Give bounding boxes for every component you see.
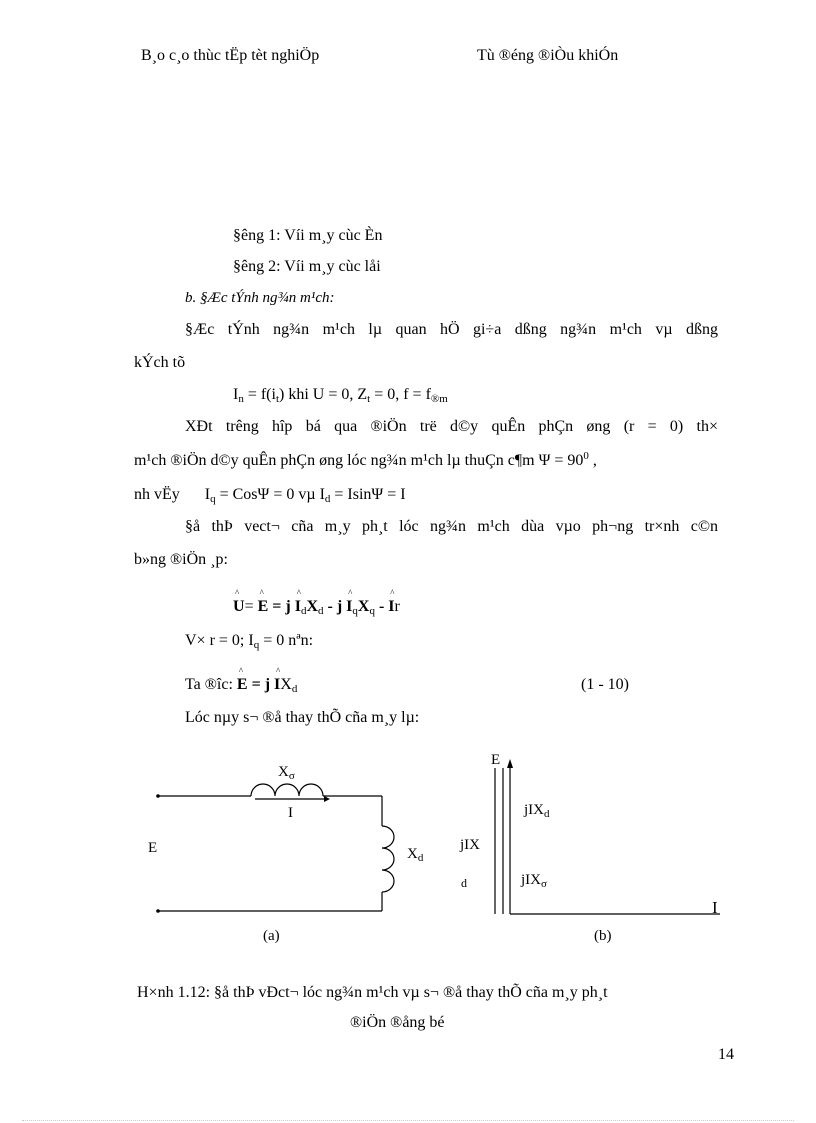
terminal-top [156,794,160,798]
paragraph-1-line-2: kÝch tõ [134,354,186,371]
label-emf-a: E [148,840,158,856]
header-left: B¸o c¸o thùc tËp tèt nghiÖp [141,47,320,64]
vector-diagram [488,752,728,920]
label-d-left: d [461,876,467,890]
page-number: 14 [718,1046,734,1063]
terminal-bottom [156,909,160,913]
line-curve-2: §êng 2: Víi m¸y cùc låi [233,258,381,275]
page-bottom-divider [22,1120,794,1121]
paragraph-2-line-1: XÐt trêng hîp bá qua ®iÖn trë d©y quÊn phÇn øng (r = 0) th× [185,418,718,435]
equation-3: Ta ®îc: ^ E = j ^ $IX_d$ [185,676,297,694]
paragraph-1-line-1: §Æc tÝnh ng¾n m¹ch lµ quan hÖ gi÷a dßng ng¾n m¹ch vµ dßng [185,321,718,338]
label-jix-left: jIX [460,837,480,853]
current-arrow-head [324,796,330,802]
label-jix-sigma: jIX$_\sigma$ [521,872,547,890]
label-current-a: I [288,805,293,821]
label-xd: $X_d$ [407,846,424,864]
line-curve-1: §êng 1: Víi m¸y cùc Èn [233,227,383,244]
inductor-xd [382,826,394,892]
paragraph-3-line-2: b»ng ®iÖn ¸p: [134,551,228,568]
figure-caption-line-1: H×nh 1.12: §å thÞ vÐct¬ lóc ng¾n m¹ch vµ s¬ ®å thay thÕ cña m¸y ph¸t [137,984,608,1001]
paragraph-3-line-1: §å thÞ vect¬ cña m¸y ph¸t lóc ng¾n m¹ch dùa vµo ph¬ng tr×nh c©n [185,518,718,535]
inductor-x-sigma [251,784,323,796]
figure-caption-line-2: ®iÖn ®ång bé [350,1014,445,1031]
label-current-b: I [712,898,718,917]
label-x-sigma: $X_\sigma$ [278,764,295,782]
equation-2: ^ U= ^ E = j ^ $I_dX_d$ - j ^ $I_qX_q$ - ^ Ir [233,598,400,616]
section-heading: b. §Æc tÝnh ng¾n m¹ch: [185,290,335,306]
paragraph-4: Lóc nµy s¬ ®å thay thÕ cña m¸y lµ: [185,709,420,726]
label-emf-b: E [491,752,501,768]
vector-arrow-head [507,759,513,768]
circuit-diagram [150,760,430,925]
label-jixd-right: jIX$_d$ [524,802,550,820]
caption-b: (b) [594,928,612,944]
paragraph-2-line-3: nh vËy $I_q = Cos\Psi = 0$ vµ $I_d = Isin\Psi = I$ [134,486,406,505]
paragraph-2-line-2: m¹ch ®iÖn d©y quÊn phÇn øng lóc ng¾n m¹ch lµ thuÇn c¶m $\Psi = 90^0$ , [134,450,597,469]
equation-1: $I_n = f(i_t)$ khi U = 0, $Z_t = 0$, $f = f_{®m}$ [233,386,448,405]
equation-3-number: (1 - 10) [581,676,629,693]
condition-line: V× r = 0; $I_q = 0$ nªn: [185,632,314,651]
caption-a: (a) [263,928,280,944]
header-right: Tù ®éng ®iÒu khiÓn [477,47,619,64]
